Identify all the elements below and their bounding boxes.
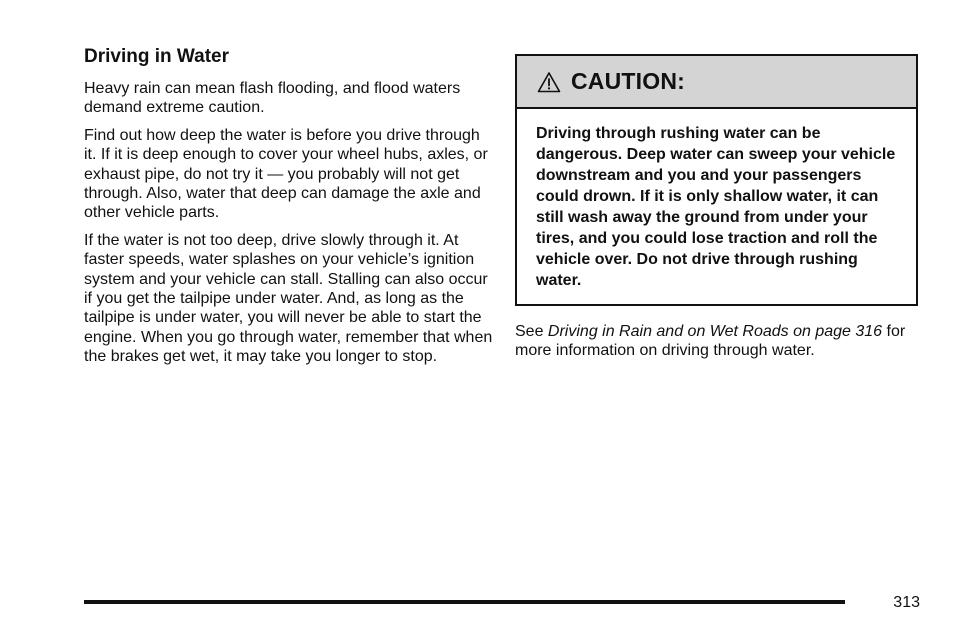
- warning-triangle-icon: [537, 71, 561, 93]
- footer-rule: [84, 600, 845, 604]
- caution-box: [515, 54, 918, 306]
- see-also-suffix: for more information on driving through water.: [515, 323, 906, 360]
- speed-paragraph: If the water is not too deep, drive slowly through it. At faster speeds, water splashes on your vehicle’s ignition system and your vehicle can stall. Stalling can also occur if you get the tailpipe under water. And, as long as the tailpipe is under water, you will never be able to start the engine. When you go through water, remember that when the brakes get wet, it may take you longer to stop.: [84, 231, 493, 366]
- intro-paragraph: Heavy rain can mean flash flooding, and flood waters demand extreme caution.: [84, 80, 461, 117]
- see-also-paragraph: [515, 322, 925, 361]
- section-heading: Driving in Water: [84, 46, 229, 67]
- caution-text: Driving through rushing water can be dangerous. Deep water can sweep your vehicle downstream and you and your passengers could drown. If it is only shallow water, it can still wash away the ground from under your tires, and you could lose traction and roll the vehicle over. Do not drive through rushing water.: [536, 125, 896, 289]
- caution-header: [517, 56, 916, 109]
- cross-reference-link[interactable]: Driving in Rain and on Wet Roads on page 316: [547, 323, 883, 340]
- main-column: [84, 46, 494, 375]
- depth-paragraph: Find out how deep the water is before you drive through it. If it is deep enough to cover your wheel hubs, axles, or exhaust pipe, do not try it — you probably will not get through. Also, water that deep can damage the axle and other vehicle parts.: [84, 126, 488, 222]
- caution-title: CAUTION:: [571, 68, 686, 94]
- see-also-prefix: See: [515, 323, 548, 340]
- page-number: 313: [893, 594, 920, 611]
